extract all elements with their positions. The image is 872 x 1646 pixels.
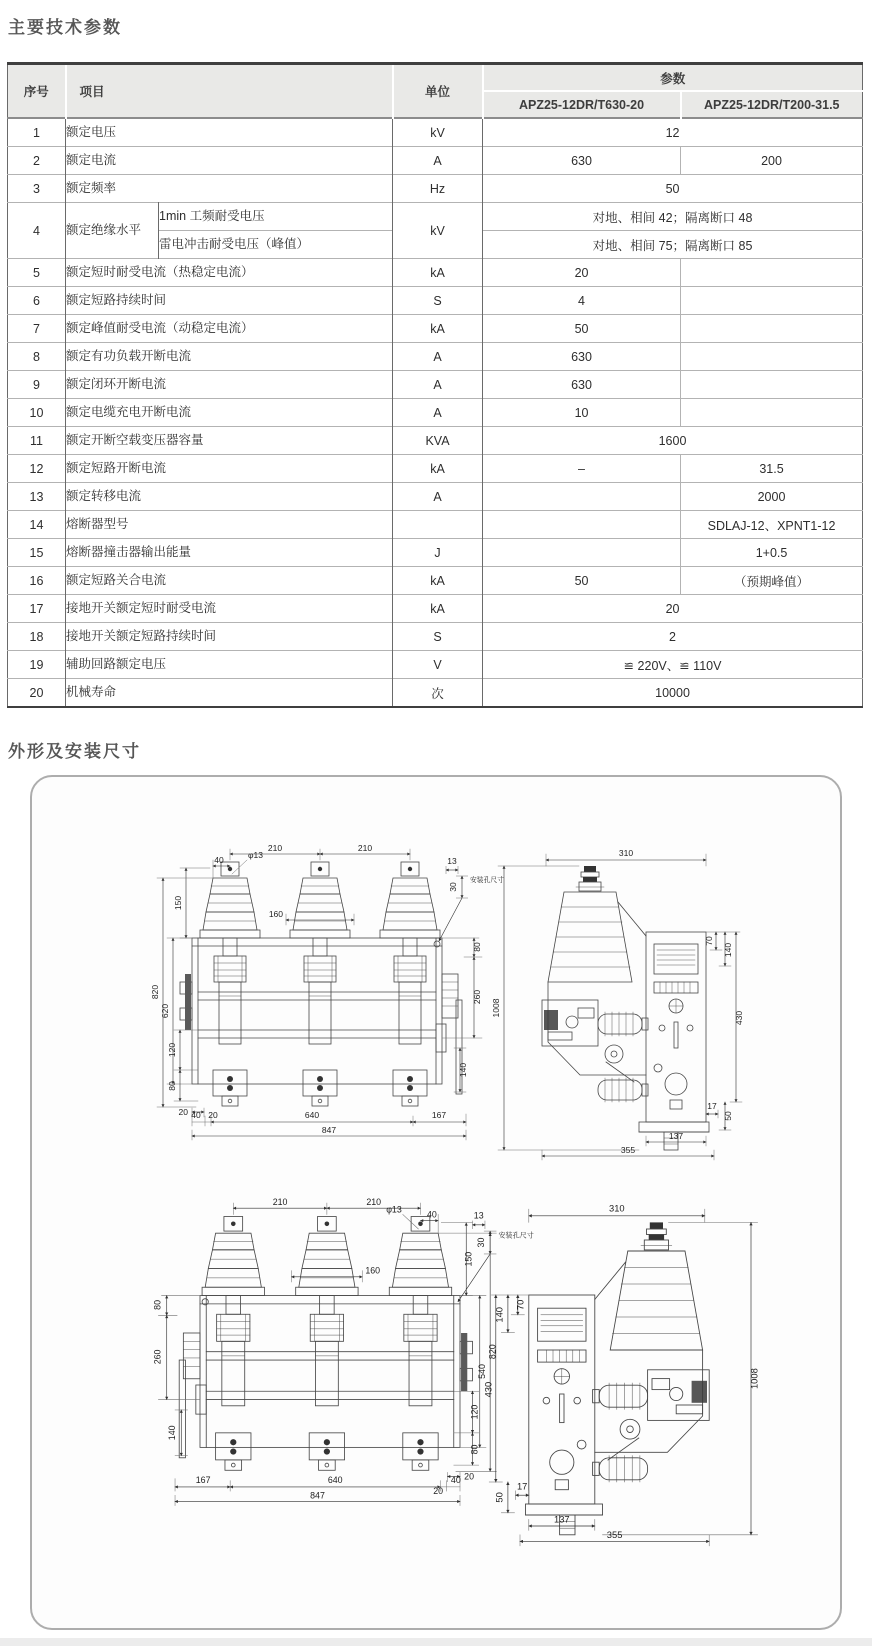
section-title-technical-parameters: 主要技术参数 [8,18,122,37]
dim-label: 820 [150,984,160,1000]
row-number: 15 [8,539,66,567]
row-item: 额定绝缘水平 [66,203,159,259]
row-unit: kA [393,315,483,343]
dim-label: 120 [167,1042,177,1058]
row-number: 11 [8,427,66,455]
row-unit: A [393,343,483,371]
col-header-no: 序号 [8,64,66,119]
table-row [8,651,863,679]
dim-label: 210 [267,843,283,853]
row-number: 6 [8,287,66,315]
row-value: 1600 [483,427,863,455]
side-view-top-drawing [491,848,744,1160]
page-bottom-strip [0,1638,872,1646]
row-item: 额定闭环开断电流 [66,371,393,399]
dim-label: 20 [433,1486,444,1497]
dim-label: 620 [160,1003,170,1019]
row-value: 12 [483,118,863,147]
row-value: 630 [483,147,681,175]
row-value: 200 [681,147,863,175]
row-value [681,259,863,287]
row-value: 50 [483,315,681,343]
table-row [8,371,863,399]
table-row [8,483,863,511]
row-item: 额定峰值耐受电流（动稳定电流） [66,315,393,343]
row-item: 熔断器型号 [66,511,393,539]
dim-label: 13 [473,1210,484,1221]
dim-label: 210 [366,1197,382,1208]
row-value: 630 [483,371,681,399]
section-title-outline-dimensions: 外形及安装尺寸 [8,742,141,761]
row-item: 额定开断空载变压器容量 [66,427,393,455]
row-value: 20 [483,259,681,287]
row-value [681,287,863,315]
dim-label: 847 [310,1490,325,1501]
table-row [8,427,863,455]
row-number: 16 [8,567,66,595]
table-row [8,595,863,623]
dim-label: 40 [450,1474,461,1485]
dim-label: 140 [167,1425,178,1441]
row-number: 20 [8,679,66,708]
front-view-bottom-drawing [152,1197,533,1506]
dim-label: 80 [472,942,482,952]
row-item: 机械寿命 [66,679,393,708]
row-number: 5 [8,259,66,287]
row-subitem: 雷电冲击耐受电压（峰值） [159,231,393,259]
row-value [483,539,681,567]
row-unit: J [393,539,483,567]
table-row [8,511,863,539]
row-item: 额定短时耐受电流（热稳定电流） [66,259,393,287]
row-number: 2 [8,147,66,175]
row-number: 13 [8,483,66,511]
row-value: （预期峰值） [681,567,863,595]
table-row [8,539,863,567]
row-value: 10 [483,399,681,427]
col-header-param: 参数 [483,64,863,92]
mounting-hole-note: 安装孔尺寸 [498,1232,534,1240]
row-number: 3 [8,175,66,203]
row-unit: S [393,287,483,315]
row-value [483,511,681,539]
row-value: ≌ 220V、≌ 110V [483,651,863,679]
dim-label: 160 [365,1265,381,1276]
dim-label: 430 [734,1010,744,1026]
row-unit: S [393,623,483,651]
dim-label: 260 [152,1349,163,1365]
row-value: 20 [483,595,863,623]
dim-label: 167 [195,1474,211,1485]
table-row [8,343,863,371]
row-item: 额定频率 [66,175,393,203]
dim-label: 260 [472,989,482,1005]
dim-label: 210 [357,843,373,853]
dim-label: 1008 [749,1368,760,1389]
dim-label: 50 [723,1111,733,1121]
row-value: 10000 [483,679,863,708]
table-header [8,64,863,119]
dim-label: 80 [469,1444,480,1455]
row-value: 50 [483,175,863,203]
dim-label: 355 [620,1145,636,1155]
dim-label: 310 [609,1203,625,1214]
dim-label: 140 [494,1307,505,1323]
table-row [8,175,863,203]
dim-label: 13 [447,856,457,866]
dim-label: 40 [427,1209,437,1220]
col-header-unit: 单位 [393,64,483,119]
row-value [681,343,863,371]
row-subitem: 1min 工频耐受电压 [159,203,393,231]
dim-label: 430 [483,1381,494,1398]
dim-label: 70 [704,936,714,946]
row-item: 接地开关额定短路持续时间 [66,623,393,651]
dim-label: 1008 [491,998,501,1018]
table-row [8,567,863,595]
dim-label: 160 [268,909,283,919]
dim-label: 20 [178,1107,188,1117]
row-unit: Hz [393,175,483,203]
row-item: 额定有功负载开断电流 [66,343,393,371]
col-header-model-2: APZ25-12DR/T200-31.5 [681,91,863,118]
dim-label: 30 [448,882,458,892]
row-value: 630 [483,343,681,371]
table-row [8,287,863,315]
dim-label: 210 [272,1197,288,1208]
row-value [681,371,863,399]
row-value: 对地、相间 75；隔离断口 85 [483,231,863,259]
row-item: 接地开关额定短时耐受电流 [66,595,393,623]
row-value [483,483,681,511]
row-value: 4 [483,287,681,315]
side-view-bottom-drawing [483,1203,759,1545]
mounting-hole-note: 安装孔尺寸 [470,877,504,884]
table-row [8,399,863,427]
technical-parameters-table [7,62,863,708]
row-unit: A [393,371,483,399]
row-unit: kA [393,259,483,287]
row-unit: kA [393,455,483,483]
row-unit: 次 [393,679,483,708]
dim-label: φ13 [248,850,263,860]
outline-drawings-panel [30,775,842,1630]
row-number: 19 [8,651,66,679]
dim-label: 355 [606,1530,623,1541]
table-row [8,259,863,287]
table-row [8,118,863,147]
row-number: 8 [8,343,66,371]
table-row [8,147,863,175]
row-number: 14 [8,511,66,539]
row-unit: kV [393,203,483,259]
table-row [8,455,863,483]
row-item: 熔断器撞击器输出能量 [66,539,393,567]
row-item: 额定转移电流 [66,483,393,511]
table-row [8,315,863,343]
row-value: SDLAJ-12、XPNT1-12 [681,511,863,539]
row-number: 10 [8,399,66,427]
dim-label: 40 [214,855,224,865]
row-unit: KVA [393,427,483,455]
dim-label: 540 [476,1364,487,1379]
row-unit: A [393,147,483,175]
row-number: 1 [8,118,66,147]
dim-label: 847 [321,1125,337,1135]
dim-label: 80 [152,1300,163,1310]
row-item: 额定电缆充电开断电流 [66,399,393,427]
row-number: 9 [8,371,66,399]
row-value: 2 [483,623,863,651]
row-value: 1+0.5 [681,539,863,567]
row-unit: A [393,483,483,511]
row-item: 辅助回路额定电压 [66,651,393,679]
row-value [681,399,863,427]
dim-label: 70 [515,1299,526,1311]
table-row [8,203,863,231]
row-item: 额定电压 [66,118,393,147]
row-item: 额定短路开断电流 [66,455,393,483]
dim-label: 140 [723,942,733,958]
dim-label: 640 [304,1110,320,1120]
table-row [8,623,863,651]
row-item: 额定电流 [66,147,393,175]
row-unit: A [393,399,483,427]
row-number: 17 [8,595,66,623]
outline-drawings-canvas [32,777,844,1632]
dim-label: 80 [167,1081,177,1091]
row-value: – [483,455,681,483]
dim-label: 137 [668,1131,684,1141]
dim-label: 820 [487,1344,498,1360]
dim-label: 140 [458,1062,468,1078]
row-unit: V [393,651,483,679]
dim-label: 17 [707,1101,717,1111]
col-header-model-1: APZ25-12DR/T630-20 [483,91,681,118]
row-value: 31.5 [681,455,863,483]
table-row [8,679,863,708]
row-number: 7 [8,315,66,343]
row-number: 18 [8,623,66,651]
dim-label: 20 [208,1110,218,1120]
dim-label: 20 [464,1471,474,1482]
row-number: 12 [8,455,66,483]
row-value: 对地、相间 42；隔离断口 48 [483,203,863,231]
dim-label: φ13 [386,1204,402,1215]
dim-label: 137 [554,1514,570,1525]
table-body [8,118,863,707]
row-number: 4 [8,203,66,259]
row-value [681,315,863,343]
dim-label: 120 [469,1404,480,1420]
row-unit [393,511,483,539]
row-unit: kV [393,118,483,147]
dim-label: 17 [516,1481,528,1492]
row-unit: kA [393,567,483,595]
dim-label: 50 [494,1492,505,1503]
dim-label: 30 [475,1237,486,1248]
dim-label: 640 [327,1474,343,1485]
dim-label: 40 [191,1110,201,1120]
front-view-top-drawing [150,843,504,1140]
row-value: 2000 [681,483,863,511]
dim-label: 310 [618,848,634,858]
row-item: 额定短路持续时间 [66,287,393,315]
dim-label: 150 [463,1251,474,1267]
row-value: 50 [483,567,681,595]
row-item: 额定短路关合电流 [66,567,393,595]
col-header-item: 项目 [66,64,393,119]
dim-label: 150 [173,895,183,911]
dim-label: 167 [431,1110,447,1120]
row-unit: kA [393,595,483,623]
